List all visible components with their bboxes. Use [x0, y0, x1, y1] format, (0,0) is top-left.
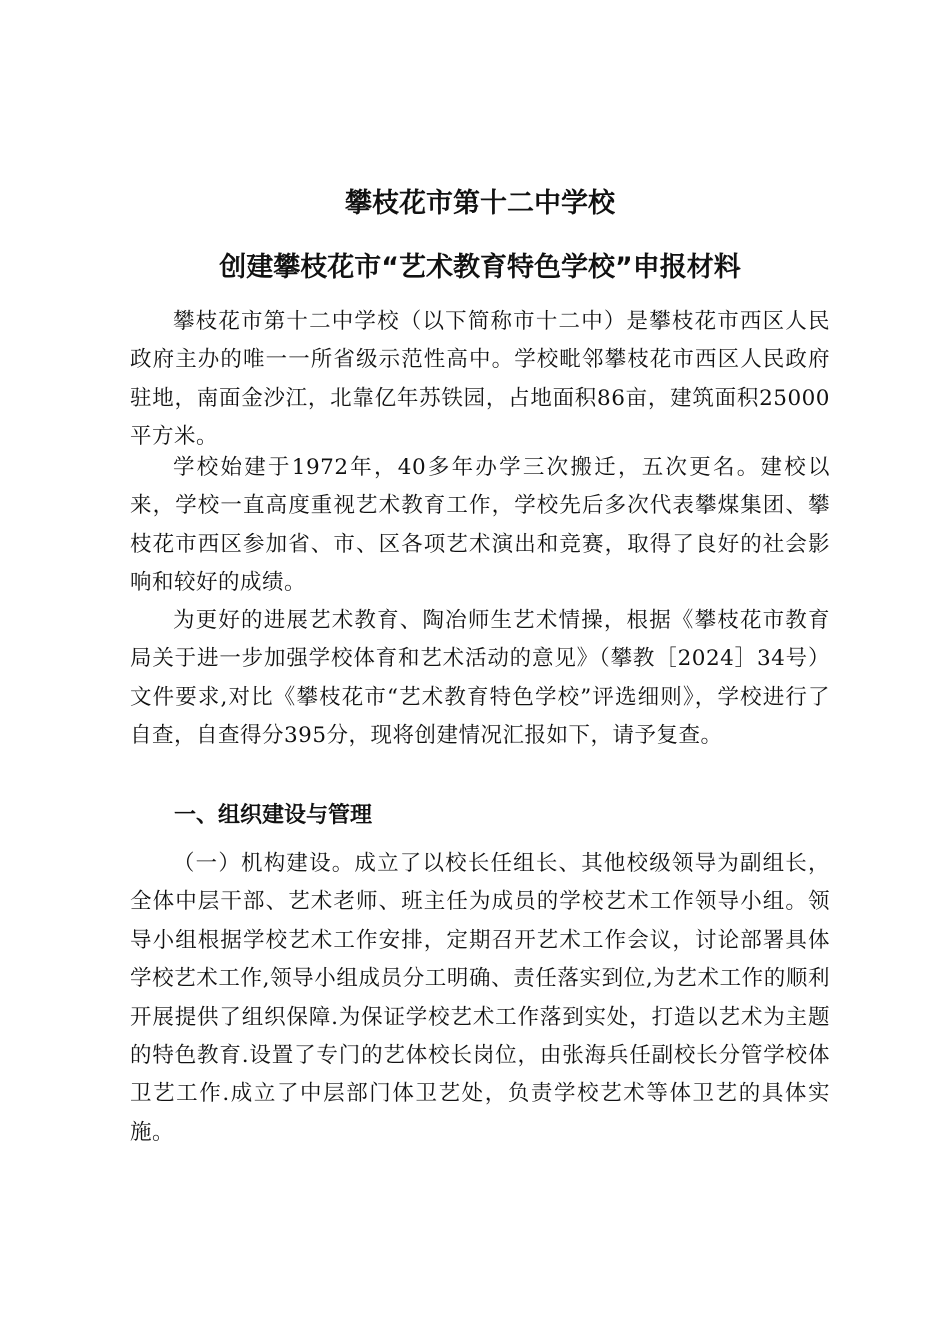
purpose-paragraph: 为更好的进展艺术教育、陶冶师生艺术情操，根据《攀枝花市教育局关于进一步加强学校体育和艺术活动的意见》（攀教［2024］34号）文件要求,对比《攀枝花市“艺术教育特色学校”评选细则》，学校进行了自查，自查得分395分，现将创建情况汇报如下，请予复查。: [130, 608, 830, 749]
section-heading: 一、组织建设与管理: [174, 803, 373, 828]
intro-paragraph: 攀枝花市第十二中学校（以下简称市十二中）是攀枝花市西区人民政府主办的唯一一所省级示范性高中。学校毗邻攀枝花市西区人民政府驻地，南面金沙江，北靠亿年苏铁园，占地面积86亩，建筑面积25000平方米。: [130, 309, 830, 450]
section-paragraph: （一）机构建设。成立了以校长任组长、其他校级领导为副组长，全体中层干部、艺术老师、班主任为成员的学校艺术工作领导小组。领导小组根据学校艺术工作安排，定期召开艺术工作会议，讨论部署具体学校艺术工作,领导小组成员分工明确、责任落实到位,为艺术工作的顺利开展提供了组织保障.为保证学校艺术工作落到实处，打造以艺术为主题的特色教育.设置了专门的艺体校长岗位，由张海兵任副校长分管学校体卫艺工作.成立了中层部门体卫艺处，负责学校艺术等体卫艺的具体实施。: [130, 851, 830, 1145]
history-paragraph: 学校始建于1972年，40多年办学三次搬迁，五次更名。建校以来，学校一直高度重视艺术教育工作，学校先后多次代表攀煤集团、攀枝花市西区参加省、市、区各项艺术演出和竞赛，取得了良好的社会影响和较好的成绩。: [130, 455, 830, 596]
document-subtitle: 创建攀枝花市“艺术教育特色学校”申报材料: [219, 252, 741, 283]
document-title: 攀枝花市第十二中学校: [345, 188, 615, 219]
